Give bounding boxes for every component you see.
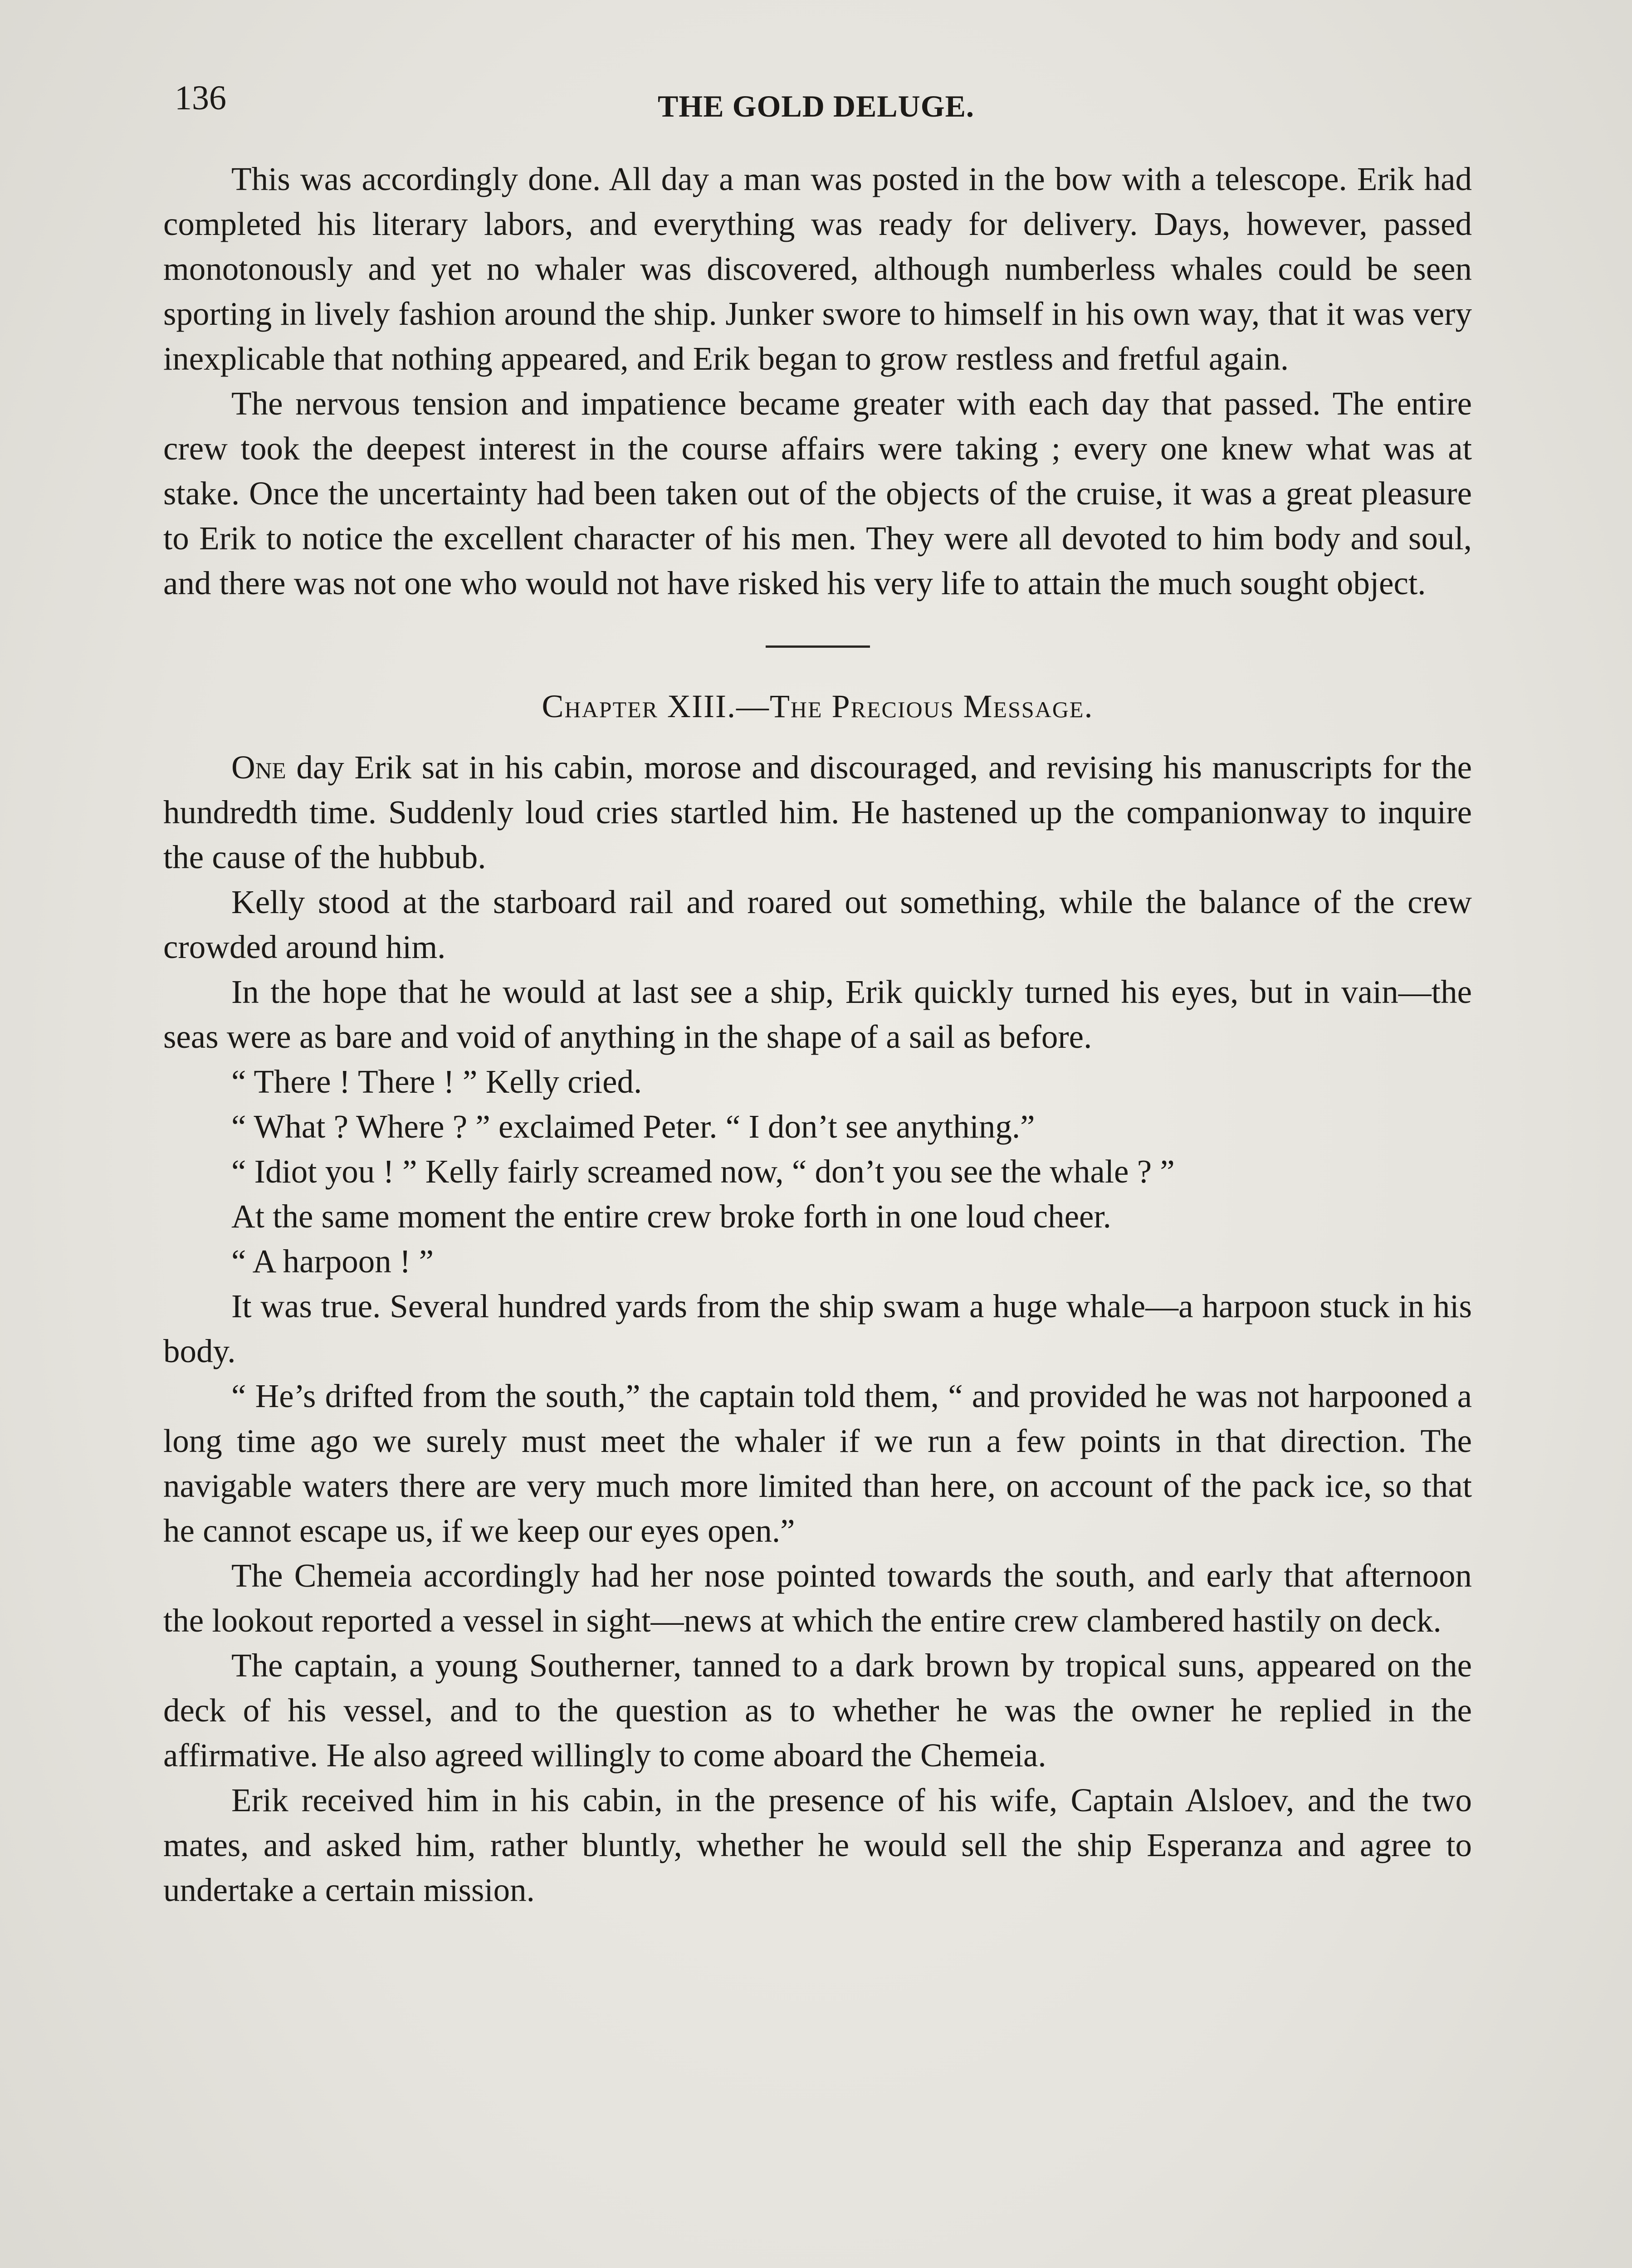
paragraph: This was accordingly done. All day a man was posted in the bow with a telescope. Erik had completed his literary labors, and everything was ready for delivery. Days, however, passed monotonously and yet no whaler was discovered, although numberless whales could be seen sporting in lively fashion around the ship. Junker swore to himself in his own way, that it was very inexplicable that nothing appeared, and Erik began to grow restless and fretful again. — [163, 161, 1472, 377]
paragraph-text: day Erik sat in his cabin, morose and discouraged, and revising his manuscripts for the hundredth time. Suddenly loud cries startled him. He hastened up the companionway to inquire the cause of the hubbub. — [163, 749, 1472, 875]
paragraph: The Chemeia accordingly had her nose pointed towards the south, and early that afternoon the lookout reported a vessel in sight—news at which the entire crew clambered hastily on deck. — [163, 1557, 1472, 1639]
page-number: 136 — [175, 79, 226, 117]
dialogue-line: “ Idiot you ! ” Kelly fairly screamed now, “ don’t you see the whale ? ” — [231, 1153, 1175, 1190]
paragraph: The nervous tension and impatience became greater with each day that passed. The entire crew took the deepest interest in the course affairs were taking ; every one knew what was at stake. Once the uncertainty had been taken out of the objects of the cruise, it was a great pleasure to Erik to notice the excellent character of his men. They were all devoted to him body and soul, and there was not one who would not have risked his very life to attain the much sought object. — [163, 385, 1472, 601]
paragraph: In the hope that he would at last see a ship, Erik quickly turned his eyes, but in vain—the seas were as bare and void of anything in the shape of a sail as before. — [163, 973, 1472, 1055]
running-title: THE GOLD DELUGE. — [657, 89, 975, 123]
section-divider — [766, 645, 870, 648]
lead-word: One — [231, 749, 286, 786]
chapter-opening-paragraph — [163, 745, 1472, 880]
dialogue-line: “ A harpoon ! ” — [231, 1243, 434, 1280]
dialogue-line: “ There ! There ! ” Kelly cried. — [231, 1063, 642, 1100]
paragraph: Kelly stood at the starboard rail and roared out something, while the balance of the crew crowded around him. — [163, 884, 1472, 965]
paragraph: Erik received him in his cabin, in the presence of his wife, Captain Alsloev, and the two mates, and asked him, rather bluntly, whether he would sell the ship Esperanza and agree to undertake a certain mission. — [163, 1782, 1472, 1908]
paragraph: The captain, a young Southerner, tanned to a dark brown by tropical suns, appeared on the deck of his vessel, and to the question as to whether he was the owner he replied in the affirmative. He also agreed willingly to come aboard the Chemeia. — [163, 1647, 1472, 1774]
chapter-heading: Chapter XIII.—The Precious Message. — [542, 688, 1094, 724]
dialogue-line: “ What ? Where ? ” exclaimed Peter. “ I don’t see anything.” — [231, 1108, 1035, 1145]
body-text — [163, 156, 1472, 1912]
paragraph: It was true. Several hundred yards from the ship swam a huge whale—a harpoon stuck in his body. — [163, 1288, 1472, 1369]
paragraph: At the same moment the entire crew broke forth in one loud cheer. — [231, 1198, 1111, 1235]
paragraph: “ He’s drifted from the south,” the captain told them, “ and provided he was not harpooned a long time ago we surely must meet the whaler if we run a few points in that direction. The navigable waters there are very much more limited than here, on account of the pack ice, so that he cannot escape us, if we keep our eyes open.” — [163, 1378, 1472, 1549]
